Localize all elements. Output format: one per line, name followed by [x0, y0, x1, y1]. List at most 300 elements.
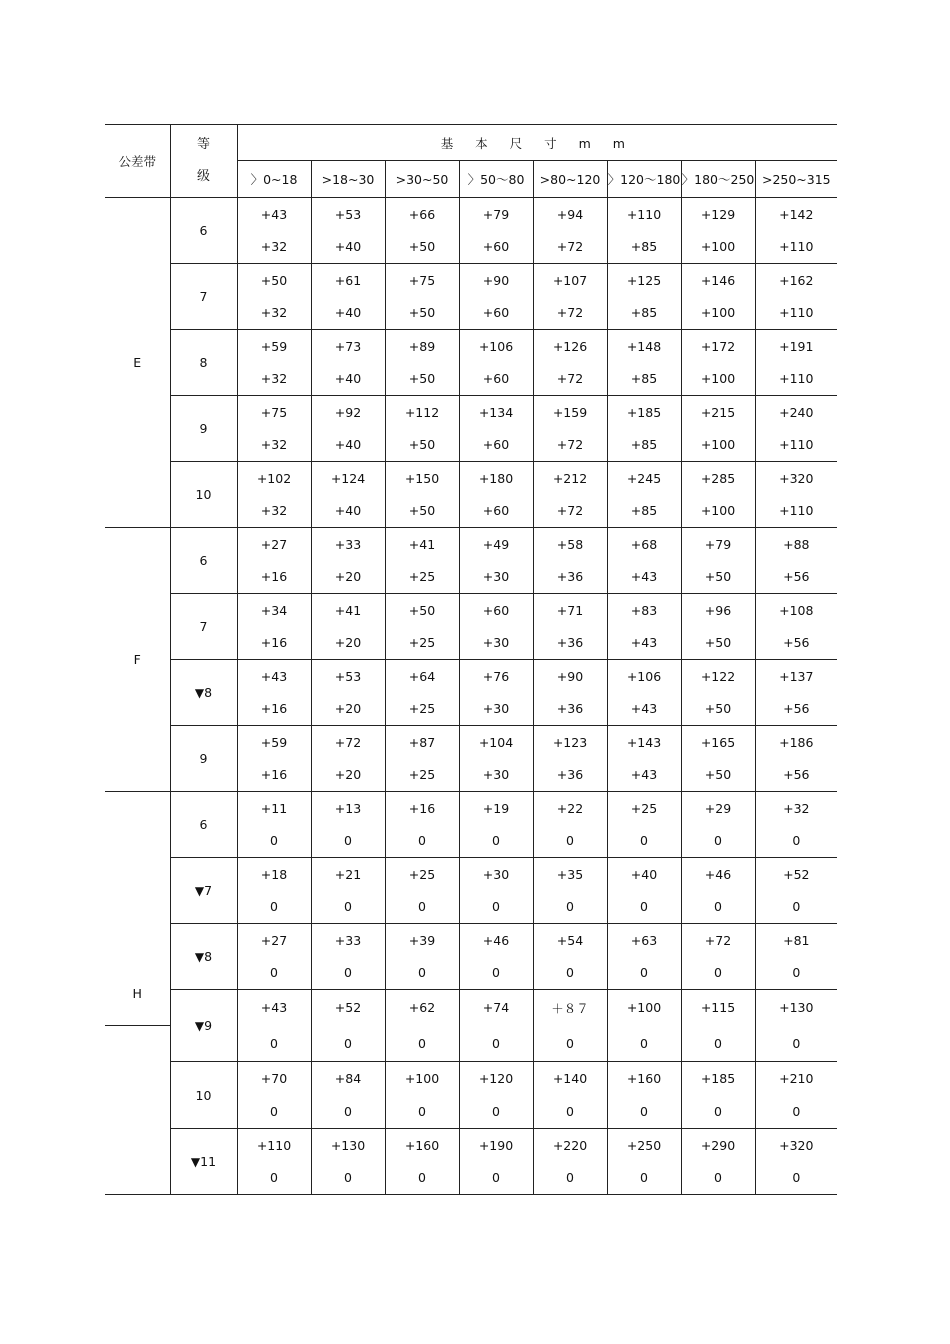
lower-deviation: 0	[385, 1096, 459, 1129]
zone-header: 公差带	[105, 125, 170, 198]
lower-deviation: 0	[533, 1162, 607, 1195]
lower-deviation: 0	[607, 1162, 681, 1195]
upper-deviation: +88	[783, 536, 810, 552]
upper-deviation: +191	[779, 338, 814, 354]
upper-deviation: +49	[459, 528, 533, 561]
lower-deviation: 0	[533, 825, 607, 858]
lower-deviation: 0	[755, 1096, 837, 1129]
lower-deviation: +32	[237, 495, 311, 528]
lower-deviation: +60	[459, 429, 533, 462]
lower-deviation: +110	[755, 429, 837, 462]
upper-deviation: +72	[681, 924, 755, 957]
lower-deviation: 0	[459, 957, 533, 990]
upper-deviation: +83	[607, 594, 681, 627]
upper-deviation: +68	[607, 528, 681, 561]
grade-cell	[170, 462, 237, 528]
upper-deviation: +50	[237, 264, 311, 297]
lower-deviation: +32	[237, 231, 311, 264]
upper-deviation: +185	[607, 396, 681, 429]
table-row	[105, 660, 837, 693]
upper-deviation: +53	[311, 660, 385, 693]
upper-deviation: +100	[607, 990, 681, 1026]
lower-deviation: +30	[459, 627, 533, 660]
lower-deviation: 0	[607, 891, 681, 924]
upper-deviation: +71	[533, 594, 607, 627]
lower-deviation: +56	[755, 627, 837, 660]
lower-deviation: 0	[385, 891, 459, 924]
upper-deviation: +94	[533, 198, 607, 231]
upper-deviation: +33	[311, 924, 385, 957]
upper-deviation: +104	[459, 726, 533, 759]
upper-deviation: +54	[533, 924, 607, 957]
upper-deviation: +134	[459, 396, 533, 429]
upper-deviation: +185	[681, 1062, 755, 1096]
lower-deviation: 0	[681, 825, 755, 858]
lower-deviation: +20	[311, 759, 385, 792]
table-row	[105, 924, 837, 957]
grade-value: 10	[195, 487, 212, 502]
lower-deviation: +110	[755, 297, 837, 330]
preferred-marker-icon: ▼	[194, 686, 205, 700]
lower-deviation: +43	[607, 759, 681, 792]
lower-deviation: 0	[533, 957, 607, 990]
grade-header-line-1: 等	[196, 137, 210, 152]
upper-deviation: +190	[459, 1129, 533, 1162]
table-row	[105, 396, 837, 429]
lower-deviation: 0	[681, 1096, 755, 1129]
lower-deviation: 0	[755, 1162, 837, 1195]
upper-deviation: +123	[533, 726, 607, 759]
upper-deviation: +125	[607, 264, 681, 297]
upper-deviation: +140	[533, 1062, 607, 1096]
grade-value: 7	[204, 883, 213, 898]
upper-deviation: +19	[459, 792, 533, 825]
upper-deviation: +75	[385, 264, 459, 297]
size-range-header: 〉50～80	[459, 161, 533, 198]
upper-deviation: +41	[311, 594, 385, 627]
upper-deviation: +16	[385, 792, 459, 825]
lower-deviation: 0	[533, 1096, 607, 1129]
lower-deviation: +72	[533, 297, 607, 330]
lower-deviation: +25	[385, 561, 459, 594]
upper-deviation: +41	[385, 528, 459, 561]
lower-deviation: +36	[533, 693, 607, 726]
lower-deviation: +43	[607, 627, 681, 660]
lower-deviation: +56	[755, 561, 837, 594]
lower-deviation: +30	[459, 693, 533, 726]
upper-deviation: +34	[237, 594, 311, 627]
lower-deviation: +43	[607, 693, 681, 726]
lower-deviation: +100	[681, 297, 755, 330]
upper-deviation: +137	[779, 668, 814, 684]
lower-deviation: +50	[681, 627, 755, 660]
upper-deviation: +59	[237, 330, 311, 363]
upper-deviation: +172	[681, 330, 755, 363]
lower-deviation: +50	[385, 297, 459, 330]
size-range-header: 〉120～180	[607, 161, 681, 198]
upper-deviation: +87	[385, 726, 459, 759]
upper-deviation: +53	[311, 198, 385, 231]
lower-deviation: 0	[237, 957, 311, 990]
upper-deviation: +130	[779, 1000, 814, 1016]
grade-cell	[170, 660, 237, 726]
upper-deviation: +39	[385, 924, 459, 957]
grade-cell	[170, 396, 237, 462]
lower-deviation: 0	[681, 957, 755, 990]
lower-deviation: 0	[311, 825, 385, 858]
upper-deviation: +165	[681, 726, 755, 759]
upper-deviation: +142	[779, 206, 814, 222]
lower-deviation: +100	[681, 231, 755, 264]
upper-deviation: +27	[237, 528, 311, 561]
grade-value: 8	[204, 949, 213, 964]
lower-deviation: 0	[681, 891, 755, 924]
lower-deviation: +85	[607, 495, 681, 528]
upper-deviation: +46	[459, 924, 533, 957]
upper-deviation: +250	[607, 1129, 681, 1162]
zone-divider-line	[105, 1025, 170, 1026]
upper-deviation: +18	[237, 858, 311, 891]
grade-cell	[170, 858, 237, 924]
table-row	[105, 264, 837, 297]
upper-deviation: +115	[681, 990, 755, 1026]
grade-cell	[170, 264, 237, 330]
lower-deviation: 0	[311, 891, 385, 924]
lower-deviation: +72	[533, 231, 607, 264]
grade-cell	[170, 990, 237, 1062]
grade-value: 6	[199, 223, 208, 238]
lower-deviation: +100	[681, 495, 755, 528]
upper-deviation: +58	[533, 528, 607, 561]
upper-deviation: +64	[385, 660, 459, 693]
lower-deviation: +32	[237, 363, 311, 396]
grade-value: 7	[199, 289, 208, 304]
lower-deviation: +16	[237, 561, 311, 594]
lower-deviation: 0	[385, 825, 459, 858]
grade-cell	[170, 594, 237, 660]
upper-deviation: +148	[607, 330, 681, 363]
lower-deviation: +16	[237, 759, 311, 792]
upper-deviation: +160	[607, 1062, 681, 1096]
lower-deviation: +72	[533, 429, 607, 462]
lower-deviation: 0	[459, 1162, 533, 1195]
lower-deviation: +85	[607, 297, 681, 330]
upper-deviation: +50	[385, 594, 459, 627]
lower-deviation: +60	[459, 297, 533, 330]
upper-deviation: +290	[681, 1129, 755, 1162]
upper-deviation: +96	[681, 594, 755, 627]
lower-deviation: 0	[311, 1162, 385, 1195]
upper-deviation: +21	[311, 858, 385, 891]
lower-deviation: 0	[237, 891, 311, 924]
table-row	[105, 1062, 837, 1096]
lower-deviation: 0	[385, 1026, 459, 1062]
upper-deviation: +120	[459, 1062, 533, 1096]
lower-deviation: +56	[755, 693, 837, 726]
tolerance-table	[105, 124, 837, 1195]
upper-deviation: +220	[533, 1129, 607, 1162]
lower-deviation: +40	[311, 429, 385, 462]
upper-deviation: +90	[459, 264, 533, 297]
zone-label: F	[105, 528, 170, 792]
lower-deviation: 0	[311, 1026, 385, 1062]
lower-deviation: +50	[385, 363, 459, 396]
lower-deviation: +56	[755, 759, 837, 792]
upper-deviation: +27	[237, 924, 311, 957]
grade-value: 8	[199, 355, 208, 370]
upper-deviation: +35	[533, 858, 607, 891]
upper-deviation: +320	[779, 470, 814, 486]
lower-deviation: +50	[681, 759, 755, 792]
lower-deviation: 0	[533, 1026, 607, 1062]
upper-deviation: +61	[311, 264, 385, 297]
grade-value: 6	[199, 553, 208, 568]
grade-value: 11	[200, 1154, 217, 1169]
upper-deviation: +25	[385, 858, 459, 891]
table-row	[105, 528, 837, 561]
grade-value: 8	[204, 685, 213, 700]
lower-deviation: +25	[385, 759, 459, 792]
grade-cell	[170, 330, 237, 396]
preferred-marker-icon: ▼	[194, 884, 205, 898]
lower-deviation: 0	[607, 957, 681, 990]
lower-deviation: +30	[459, 561, 533, 594]
upper-deviation: +60	[459, 594, 533, 627]
upper-deviation: +240	[779, 404, 814, 420]
lower-deviation: 0	[459, 1096, 533, 1129]
upper-deviation: +43	[237, 990, 311, 1026]
upper-deviation: +110	[237, 1129, 311, 1162]
upper-deviation: +106	[459, 330, 533, 363]
upper-deviation: +159	[533, 396, 607, 429]
upper-deviation: +150	[385, 462, 459, 495]
lower-deviation: +50	[681, 693, 755, 726]
upper-deviation: +212	[533, 462, 607, 495]
upper-deviation: +126	[533, 330, 607, 363]
table-row	[105, 462, 837, 495]
grade-cell	[170, 726, 237, 792]
lower-deviation: 0	[755, 1026, 837, 1062]
grade-value: 9	[199, 751, 208, 766]
size-range-header: >30~50	[385, 161, 459, 198]
lower-deviation: +40	[311, 363, 385, 396]
preferred-marker-icon: ▼	[194, 950, 205, 964]
lower-deviation: +36	[533, 759, 607, 792]
lower-deviation: 0	[311, 1096, 385, 1129]
upper-deviation: +79	[459, 198, 533, 231]
upper-deviation: +124	[311, 462, 385, 495]
lower-deviation: +85	[607, 231, 681, 264]
grade-value: 7	[199, 619, 208, 634]
upper-deviation: +90	[533, 660, 607, 693]
upper-deviation: +72	[311, 726, 385, 759]
upper-deviation: +63	[607, 924, 681, 957]
lower-deviation: +16	[237, 627, 311, 660]
table-row	[105, 858, 837, 891]
grade-value: 6	[199, 817, 208, 832]
lower-deviation: 0	[681, 1026, 755, 1062]
upper-deviation: +75	[237, 396, 311, 429]
upper-deviation: +102	[237, 462, 311, 495]
upper-deviation: +59	[237, 726, 311, 759]
upper-deviation: +70	[237, 1062, 311, 1096]
lower-deviation: 0	[237, 1162, 311, 1195]
lower-deviation: +32	[237, 297, 311, 330]
lower-deviation: +20	[311, 693, 385, 726]
lower-deviation: +40	[311, 495, 385, 528]
lower-deviation: 0	[459, 825, 533, 858]
lower-deviation: +60	[459, 231, 533, 264]
lower-deviation: 0	[533, 891, 607, 924]
table-row	[105, 330, 837, 363]
lower-deviation: +72	[533, 495, 607, 528]
lower-deviation: 0	[607, 1026, 681, 1062]
upper-deviation: +122	[681, 660, 755, 693]
upper-deviation: +52	[311, 990, 385, 1026]
lower-deviation: 0	[755, 957, 837, 990]
grade-cell	[170, 792, 237, 858]
upper-deviation: +146	[681, 264, 755, 297]
upper-deviation: +13	[311, 792, 385, 825]
grade-cell	[170, 198, 237, 264]
upper-deviation: +33	[311, 528, 385, 561]
upper-deviation: +52	[783, 866, 810, 882]
size-range-header: >250~315	[755, 161, 837, 198]
lower-deviation: 0	[681, 1162, 755, 1195]
grade-cell	[170, 1129, 237, 1195]
lower-deviation: 0	[755, 891, 837, 924]
upper-deviation: ＋８７	[533, 990, 607, 1026]
upper-deviation: +162	[779, 272, 814, 288]
lower-deviation: 0	[237, 825, 311, 858]
upper-deviation: +107	[533, 264, 607, 297]
lower-deviation: +25	[385, 627, 459, 660]
upper-deviation: +180	[459, 462, 533, 495]
lower-deviation: +110	[755, 495, 837, 528]
upper-deviation: +245	[607, 462, 681, 495]
lower-deviation: +32	[237, 429, 311, 462]
upper-deviation: +110	[607, 198, 681, 231]
grade-value: 9	[199, 421, 208, 436]
lower-deviation: 0	[237, 1096, 311, 1129]
upper-deviation: +32	[783, 800, 810, 816]
lower-deviation: 0	[459, 891, 533, 924]
upper-deviation: +79	[681, 528, 755, 561]
upper-deviation: +186	[779, 734, 814, 750]
size-range-header: >80~120	[533, 161, 607, 198]
basic-size-header: 基 本 尺 寸 m m	[237, 125, 837, 161]
table-row	[105, 1129, 837, 1162]
upper-deviation: +108	[779, 602, 814, 618]
grade-value: 9	[204, 1018, 213, 1033]
upper-deviation: +43	[237, 198, 311, 231]
lower-deviation: +36	[533, 561, 607, 594]
lower-deviation: +16	[237, 693, 311, 726]
upper-deviation: +62	[385, 990, 459, 1026]
preferred-marker-icon: ▼	[194, 1019, 205, 1033]
table-row	[105, 594, 837, 627]
table-row	[105, 726, 837, 759]
upper-deviation: +74	[459, 990, 533, 1026]
upper-deviation: +76	[459, 660, 533, 693]
lower-deviation: +50	[385, 231, 459, 264]
grade-value: 10	[195, 1087, 212, 1103]
lower-deviation: 0	[755, 825, 837, 858]
lower-deviation: 0	[237, 1026, 311, 1062]
upper-deviation: +84	[311, 1062, 385, 1096]
size-range-header: >18~30	[311, 161, 385, 198]
upper-deviation: +89	[385, 330, 459, 363]
grade-header	[170, 125, 237, 198]
lower-deviation: +110	[755, 363, 837, 396]
upper-deviation: +143	[607, 726, 681, 759]
upper-deviation: +100	[385, 1062, 459, 1096]
lower-deviation: +30	[459, 759, 533, 792]
lower-deviation: 0	[385, 1162, 459, 1195]
grade-cell	[170, 528, 237, 594]
upper-deviation: +30	[459, 858, 533, 891]
upper-deviation: +92	[311, 396, 385, 429]
upper-deviation: +22	[533, 792, 607, 825]
lower-deviation: +43	[607, 561, 681, 594]
upper-deviation: +160	[385, 1129, 459, 1162]
upper-deviation: +66	[385, 198, 459, 231]
table-row	[105, 198, 837, 231]
lower-deviation: +100	[681, 429, 755, 462]
lower-deviation: 0	[607, 1096, 681, 1129]
grade-header-line-2: 级	[196, 169, 210, 184]
lower-deviation: +50	[681, 561, 755, 594]
lower-deviation: +72	[533, 363, 607, 396]
size-range-header: 〉180～250	[681, 161, 755, 198]
upper-deviation: +40	[607, 858, 681, 891]
zone-label: H	[105, 792, 170, 1195]
lower-deviation: +100	[681, 363, 755, 396]
lower-deviation: 0	[385, 957, 459, 990]
upper-deviation: +129	[681, 198, 755, 231]
lower-deviation: +60	[459, 495, 533, 528]
upper-deviation: +112	[385, 396, 459, 429]
upper-deviation: +11	[237, 792, 311, 825]
upper-deviation: +25	[607, 792, 681, 825]
upper-deviation: +73	[311, 330, 385, 363]
upper-deviation: +320	[779, 1137, 814, 1153]
table-row	[105, 990, 837, 1026]
lower-deviation: +50	[385, 429, 459, 462]
upper-deviation: +43	[237, 660, 311, 693]
lower-deviation: 0	[311, 957, 385, 990]
upper-deviation: +215	[681, 396, 755, 429]
upper-deviation: +29	[681, 792, 755, 825]
upper-deviation: +210	[779, 1071, 814, 1087]
grade-cell	[170, 924, 237, 990]
lower-deviation: +50	[385, 495, 459, 528]
lower-deviation: +60	[459, 363, 533, 396]
lower-deviation: +36	[533, 627, 607, 660]
lower-deviation: +40	[311, 231, 385, 264]
lower-deviation: 0	[459, 1026, 533, 1062]
lower-deviation: +25	[385, 693, 459, 726]
size-range-header: 〉0~18	[237, 161, 311, 198]
lower-deviation: +85	[607, 363, 681, 396]
upper-deviation: +130	[311, 1129, 385, 1162]
preferred-marker-icon: ▼	[190, 1155, 201, 1169]
grade-cell	[170, 1062, 237, 1129]
lower-deviation: +85	[607, 429, 681, 462]
upper-deviation: +106	[607, 660, 681, 693]
table-row	[105, 792, 837, 825]
upper-deviation: +46	[681, 858, 755, 891]
